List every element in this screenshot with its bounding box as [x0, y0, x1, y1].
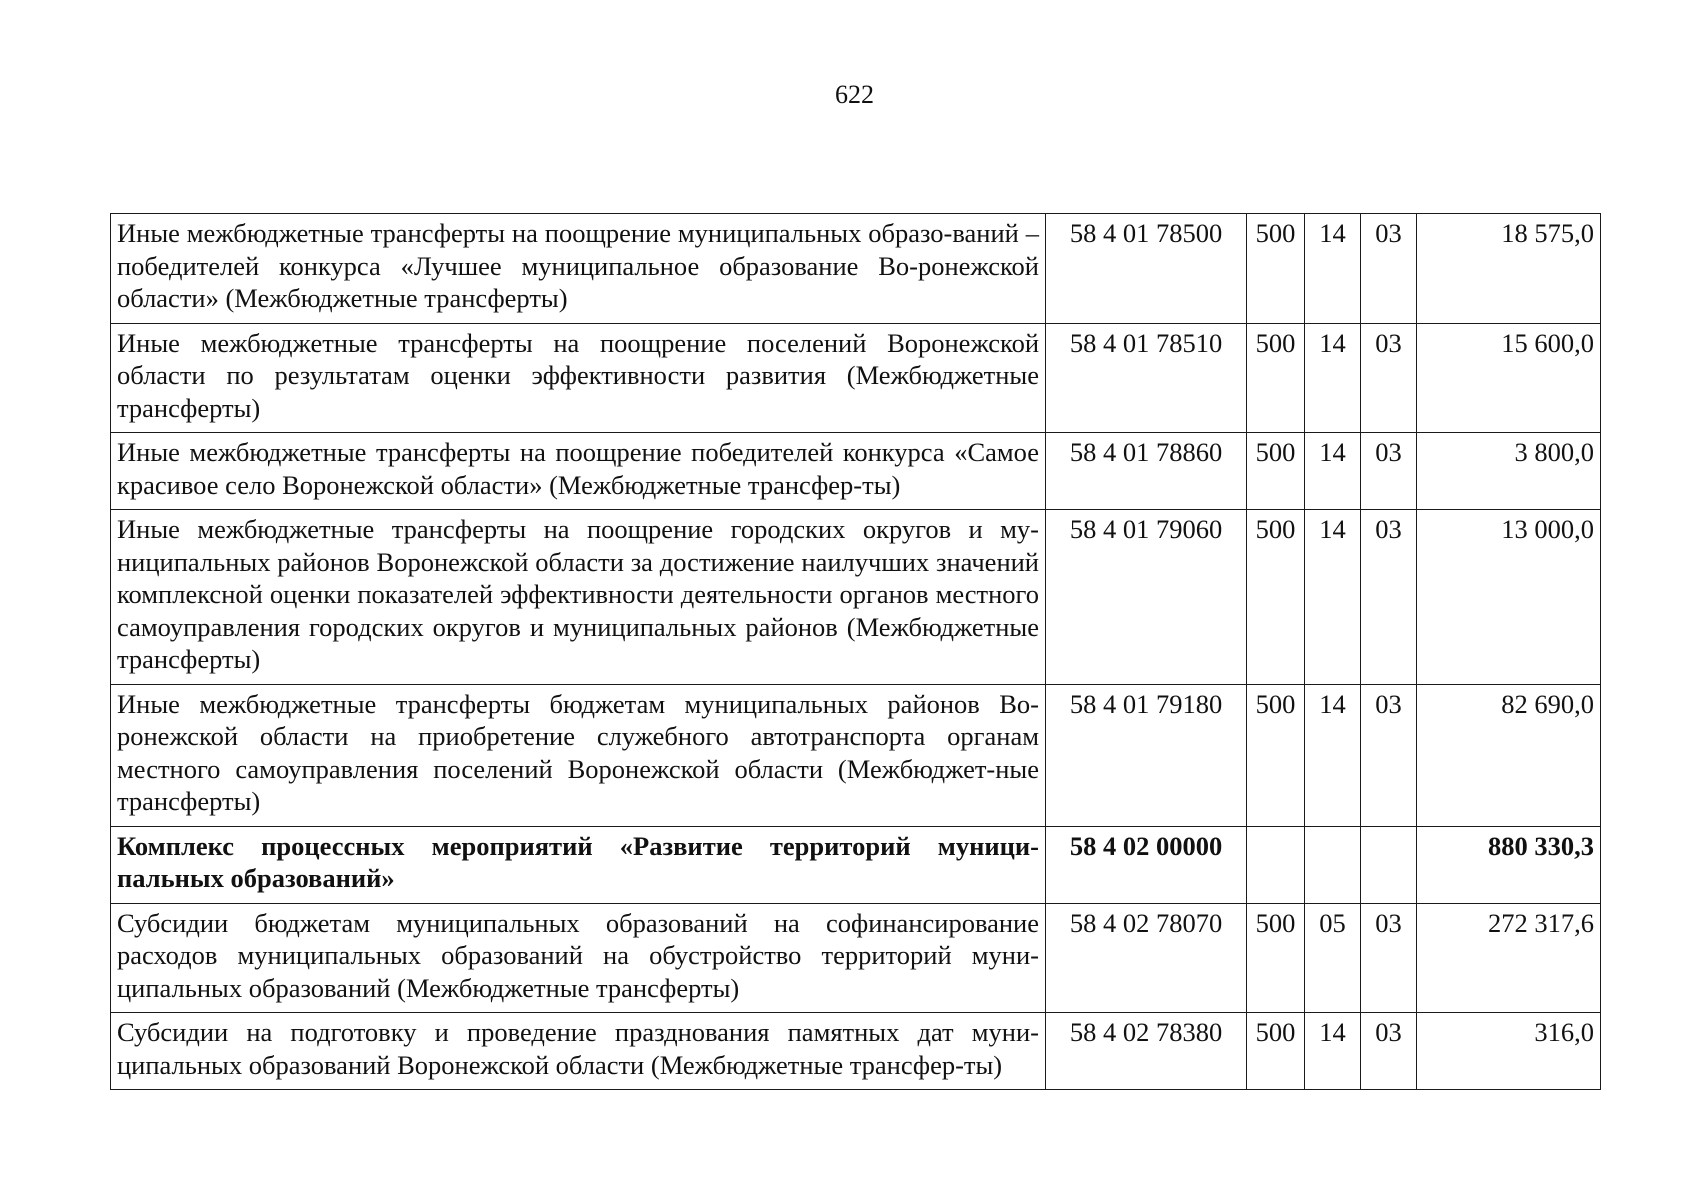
row-expense-type: 500	[1247, 433, 1305, 510]
row-section: 05	[1305, 903, 1361, 1013]
row-sum: 316,0	[1417, 1013, 1601, 1090]
row-sum: 18 575,0	[1417, 214, 1601, 324]
row-name: Иные межбюджетные трансферты на поощрение муниципальных образо-ваний – победителей конкурса «Лучшее муниципальное образование Во-ронежской области» (Межбюджетные трансферты)	[111, 214, 1046, 324]
table-row	[111, 214, 1601, 324]
row-name: Субсидии на подготовку и проведение празднования памятных дат муни-ципальных образований Воронежской области (Межбюджетные трансфер-ты)	[111, 1013, 1046, 1090]
table-row	[111, 684, 1601, 826]
row-section: 14	[1305, 214, 1361, 324]
row-target-code: 58 4 01 78500	[1046, 214, 1247, 324]
row-name: Иные межбюджетные трансферты на поощрение победителей конкурса «Самое красивое село Воронежской области» (Межбюджетные трансфер-ты)	[111, 433, 1046, 510]
row-section	[1305, 826, 1361, 903]
row-subsection: 03	[1361, 433, 1417, 510]
row-expense-type: 500	[1247, 214, 1305, 324]
table-row	[111, 903, 1601, 1013]
row-sum: 82 690,0	[1417, 684, 1601, 826]
table-row	[111, 510, 1601, 685]
row-section: 14	[1305, 1013, 1361, 1090]
row-target-code: 58 4 01 78510	[1046, 323, 1247, 433]
row-section: 14	[1305, 323, 1361, 433]
row-sum: 3 800,0	[1417, 433, 1601, 510]
row-expense-type: 500	[1247, 903, 1305, 1013]
row-expense-type: 500	[1247, 510, 1305, 685]
row-name: Комплекс процессных мероприятий «Развитие территорий муници-пальных образований»	[111, 826, 1046, 903]
row-subsection	[1361, 826, 1417, 903]
budget-table	[110, 213, 1601, 1090]
row-expense-type	[1247, 826, 1305, 903]
row-name: Субсидии бюджетам муниципальных образований на софинансирование расходов муниципальных образований на обустройство территорий муни-ципальных образований (Межбюджетные трансферты)	[111, 903, 1046, 1013]
row-subsection: 03	[1361, 684, 1417, 826]
table-row	[111, 323, 1601, 433]
row-expense-type: 500	[1247, 1013, 1305, 1090]
row-section: 14	[1305, 684, 1361, 826]
row-section: 14	[1305, 510, 1361, 685]
row-sum: 13 000,0	[1417, 510, 1601, 685]
table-row	[111, 1013, 1601, 1090]
row-expense-type: 500	[1247, 684, 1305, 826]
row-target-code: 58 4 02 78070	[1046, 903, 1247, 1013]
row-section: 14	[1305, 433, 1361, 510]
row-subsection: 03	[1361, 214, 1417, 324]
row-subsection: 03	[1361, 1013, 1417, 1090]
row-subsection: 03	[1361, 903, 1417, 1013]
table-row	[111, 433, 1601, 510]
row-target-code: 58 4 01 79180	[1046, 684, 1247, 826]
table-row-group-header	[111, 826, 1601, 903]
row-subsection: 03	[1361, 323, 1417, 433]
page-number: 622	[835, 80, 874, 109]
row-name: Иные межбюджетные трансферты на поощрение поселений Воронежской области по результатам оценки эффективности развития (Межбюджетные трансферты)	[111, 323, 1046, 433]
row-subsection: 03	[1361, 510, 1417, 685]
row-target-code: 58 4 01 78860	[1046, 433, 1247, 510]
row-name: Иные межбюджетные трансферты бюджетам муниципальных районов Во-ронежской области на приобретение служебного автотранспорта органам местного самоуправления поселений Воронежской области (Межбюджет-ные трансферты)	[111, 684, 1046, 826]
row-expense-type: 500	[1247, 323, 1305, 433]
row-sum: 272 317,6	[1417, 903, 1601, 1013]
row-sum: 880 330,3	[1417, 826, 1601, 903]
row-target-code: 58 4 02 78380	[1046, 1013, 1247, 1090]
row-target-code: 58 4 02 00000	[1046, 826, 1247, 903]
row-sum: 15 600,0	[1417, 323, 1601, 433]
row-name: Иные межбюджетные трансферты на поощрение городских округов и му-ниципальных районов Воронежской области за достижение наилучших значений комплексной оценки показателей эффективности деятельности органов местного самоуправления городских округов и муниципальных районов (Межбюджетные трансферты)	[111, 510, 1046, 685]
row-target-code: 58 4 01 79060	[1046, 510, 1247, 685]
